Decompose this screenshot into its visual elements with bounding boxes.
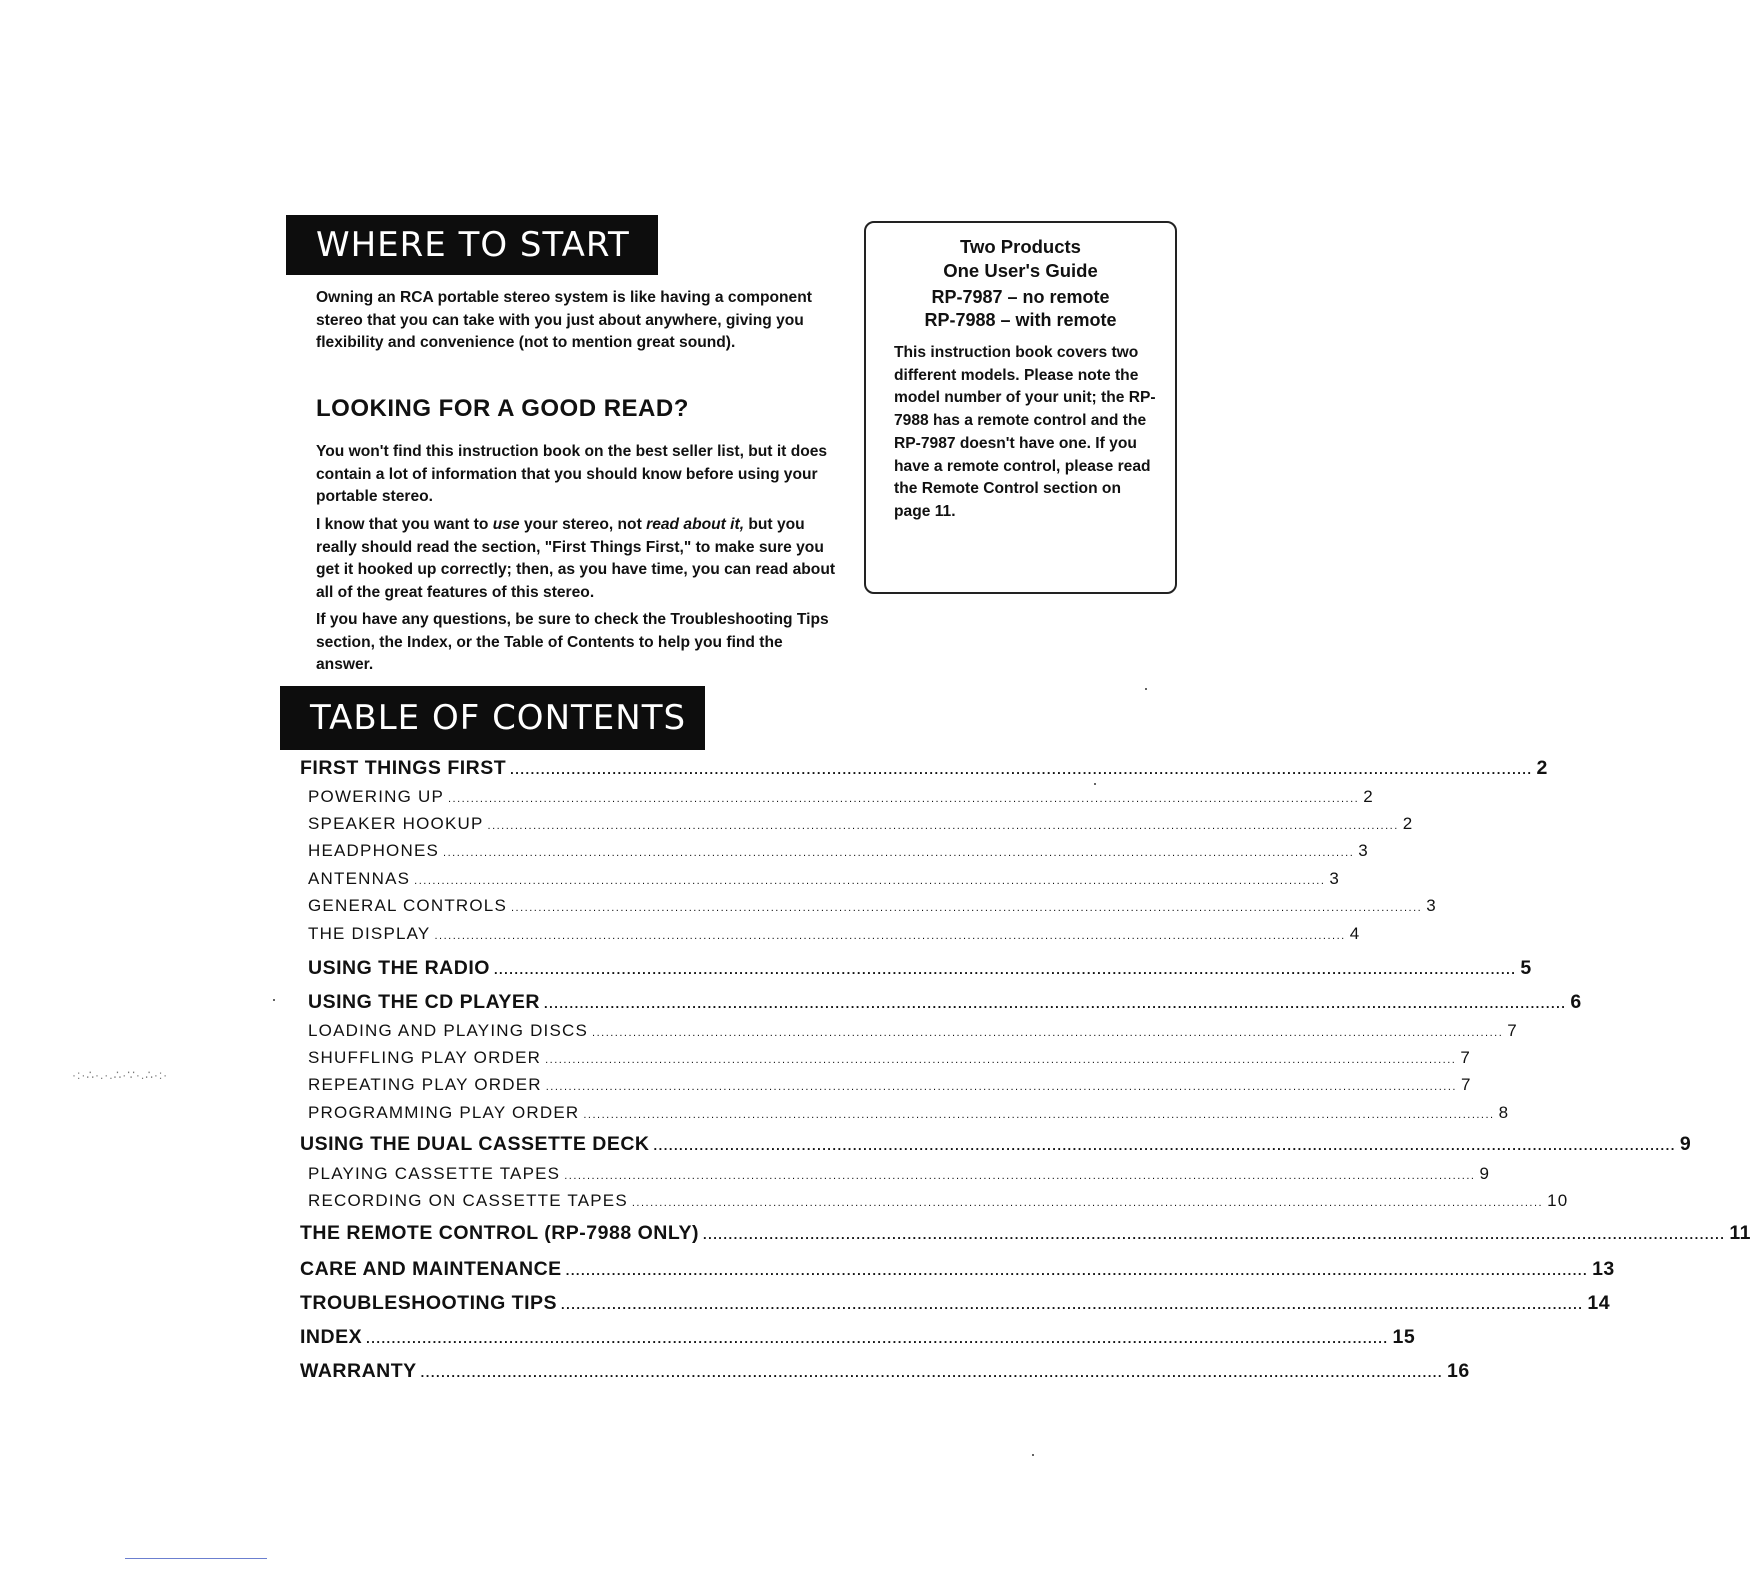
toc-entry — [300, 924, 1361, 944]
toc-entry — [300, 1103, 1510, 1123]
toc-entry — [300, 1292, 1611, 1315]
toc-entry-label: PLAYING CASSETTE TAPES — [308, 1164, 561, 1183]
toc-leader-dots: ........................................................................................................................................................................................................ — [493, 962, 1517, 977]
table-of-contents-banner: TABLE OF CONTENTS — [280, 686, 705, 750]
toc-leader-dots: ........................................................................................................................................................................................................ — [434, 930, 1346, 942]
toc-entry-page: 11 — [1729, 1222, 1751, 1244]
p2-text-b: your stereo, not — [519, 516, 647, 533]
toc-entry — [300, 991, 1582, 1014]
where-to-start-banner: WHERE TO START — [286, 215, 658, 275]
toc-entry-page: 7 — [1460, 1075, 1472, 1094]
sidebox-model-1: RP-7987 – no remote — [931, 287, 1110, 307]
toc-entry-page: 14 — [1587, 1292, 1611, 1314]
p2-text-a: I know that you want to — [316, 516, 493, 533]
toc-entry — [300, 841, 1369, 861]
toc-entry — [300, 1164, 1491, 1184]
toc-entry-page: 5 — [1520, 957, 1532, 979]
p2-emphasis-use: use — [492, 516, 520, 533]
toc-leader-dots: ........................................................................................................................................................................................................ — [543, 996, 1567, 1011]
toc-entry-label: RECORDING ON CASSETTE TAPES — [308, 1191, 628, 1210]
toc-leader-dots: ........................................................................................................................................................................................................ — [366, 1331, 1389, 1346]
toc-entry-page: 7 — [1460, 1048, 1471, 1067]
toc-leader-dots: ........................................................................................................................................................................................................ — [592, 1027, 1504, 1039]
toc-entry-label: SPEAKER HOOKUP — [308, 814, 484, 833]
toc-entry — [300, 814, 1414, 834]
toc-leader-dots: ........................................................................................................................................................................................................ — [545, 1054, 1457, 1066]
scan-speck — [1145, 688, 1147, 690]
good-read-paragraph-1: You won't find this instruction book on the best seller list, but it does contain a lot of information that you should know before using your portable stereo. — [316, 443, 828, 505]
toc-entry — [300, 869, 1341, 889]
toc-leader-dots: ........................................................................................................................................................................................................ — [448, 793, 1360, 805]
scan-speck — [1032, 1454, 1034, 1456]
toc-entry — [300, 787, 1374, 807]
toc-leader-dots: ........................................................................................................................................................................................................ — [561, 1297, 1584, 1312]
toc-entry-page: 2 — [1402, 814, 1414, 833]
toc-entry — [300, 1326, 1416, 1349]
toc-leader-dots: ........................................................................................................................................................................................................ — [565, 1263, 1589, 1278]
toc-entry-label: TROUBLESHOOTING TIPS — [300, 1292, 558, 1314]
toc-leader-dots: ........................................................................................................................................................................................................ — [564, 1170, 1476, 1182]
intro-paragraph: Owning an RCA portable stereo system is like having a component stereo that you can take with you just about anywhere, giving you flexibility and convenience (not to mention great sound). — [316, 289, 812, 351]
good-read-paragraph-2 — [316, 514, 842, 604]
toc-entry-label: SHUFFLING PLAY ORDER — [308, 1048, 542, 1067]
toc-entry-label: ANTENNAS — [308, 869, 411, 888]
toc-entry-page: 4 — [1349, 924, 1361, 943]
toc-entry-page: 13 — [1592, 1258, 1615, 1280]
toc-leader-dots: ........................................................................................................................................................................................................ — [414, 875, 1326, 887]
toc-entry-label: LOADING AND PLAYING DISCS — [308, 1021, 589, 1040]
good-read-paragraph-3: If you have any questions, be sure to check the Troubleshooting Tips section, the Index, or the Table of Contents to help you find the answer. — [316, 611, 829, 673]
toc-leader-dots: ........................................................................................................................................................................................................ — [443, 847, 1355, 859]
sidebox-heading-1: Two Products — [960, 236, 1081, 257]
toc-entry-page: 16 — [1447, 1360, 1470, 1382]
toc-entry-page: 3 — [1426, 896, 1437, 915]
toc-leader-dots: ........................................................................................................................................................................................................ — [420, 1365, 1444, 1380]
toc-entry — [300, 1258, 1615, 1281]
toc-entry-label: HEADPHONES — [308, 841, 440, 860]
toc-entry-page: 9 — [1479, 1164, 1491, 1183]
toc-entry-label: USING THE CD PLAYER — [308, 991, 540, 1013]
toc-leader-dots: ........................................................................................................................................................................................................ — [702, 1227, 1726, 1242]
toc-entry — [300, 1133, 1692, 1156]
toc-leader-dots: ........................................................................................................................................................................................................ — [545, 1081, 1457, 1093]
toc-entry-page: 9 — [1679, 1133, 1692, 1155]
scan-artifact: ·:·∴·.·.∴·∵·.∴·:· — [72, 1068, 169, 1082]
toc-entry-label: THE REMOTE CONTROL (RP-7988 ONLY) — [300, 1222, 699, 1244]
toc-entry-label: USING THE RADIO — [308, 957, 490, 979]
toc-entry — [300, 957, 1532, 980]
toc-leader-dots: ........................................................................................................................................................................................................ — [653, 1138, 1676, 1153]
toc-entry-label: PROGRAMMING PLAY ORDER — [308, 1103, 580, 1122]
two-products-sidebox — [864, 221, 1177, 594]
toc-entry-label: USING THE DUAL CASSETTE DECK — [300, 1133, 650, 1155]
toc-leader-dots: ........................................................................................................................................................................................................ — [487, 820, 1399, 832]
toc-entry-label: GENERAL CONTROLS — [308, 896, 507, 915]
toc-leader-dots: ........................................................................................................................................................................................................ — [583, 1109, 1495, 1121]
toc-entry — [300, 757, 1548, 780]
toc-leader-dots: ........................................................................................................................................................................................................ — [631, 1197, 1544, 1209]
toc-entry — [300, 896, 1437, 916]
toc-entry-label: INDEX — [300, 1326, 363, 1348]
toc-entry-label: POWERING UP — [308, 787, 444, 806]
toc-entry-page: 10 — [1547, 1191, 1569, 1210]
toc-entry-label: REPEATING PLAY ORDER — [308, 1075, 542, 1094]
p2-text-c: but you really should read the section, "First Things First," to make sure you get it hooked up correctly; then, as you have time, you can read about all of the great features of this stereo. — [316, 516, 836, 601]
toc-entry-label: CARE AND MAINTENANCE — [300, 1258, 562, 1280]
toc-leader-dots: ........................................................................................................................................................................................................ — [511, 902, 1423, 914]
toc-entry — [300, 1048, 1471, 1068]
toc-entry-label: THE DISPLAY — [308, 924, 431, 943]
toc-entry-label: FIRST THINGS FIRST — [300, 757, 507, 779]
scan-speck — [1094, 783, 1096, 785]
toc-entry-page: 15 — [1392, 1326, 1416, 1348]
toc-leader-dots: ........................................................................................................................................................................................................ — [510, 762, 1533, 777]
toc-entry-page: 6 — [1570, 991, 1582, 1013]
scan-edge-rule — [125, 1558, 267, 1559]
sidebox-heading-2: One User's Guide — [943, 260, 1098, 281]
toc-entry — [300, 1021, 1518, 1041]
scan-speck — [273, 999, 275, 1001]
toc-entry-page: 3 — [1358, 841, 1369, 860]
toc-entry-page: 8 — [1498, 1103, 1510, 1122]
toc-entry — [300, 1191, 1569, 1211]
toc-entry-label: WARRANTY — [300, 1360, 417, 1382]
toc-entry-page: 7 — [1507, 1021, 1518, 1040]
toc-entry — [300, 1075, 1472, 1095]
toc-entry-page: 2 — [1363, 787, 1374, 806]
sidebox-model-2: RP-7988 – with remote — [924, 310, 1117, 330]
toc-entry — [300, 1360, 1470, 1383]
toc-entry-page: 2 — [1536, 757, 1548, 779]
p2-emphasis-read: read about it, — [646, 516, 745, 533]
good-read-heading: LOOKING FOR A GOOD READ? — [316, 395, 689, 422]
sidebox-body: This instruction book covers two different models. Please note the model number of your unit; the RP-7988 has a remote control and the RP-7987 doesn't have one. If you have a remote control, please read the Remote Control section on page 11. — [894, 344, 1156, 520]
toc-entry — [300, 1222, 1751, 1245]
toc-entry-page: 3 — [1329, 869, 1341, 888]
